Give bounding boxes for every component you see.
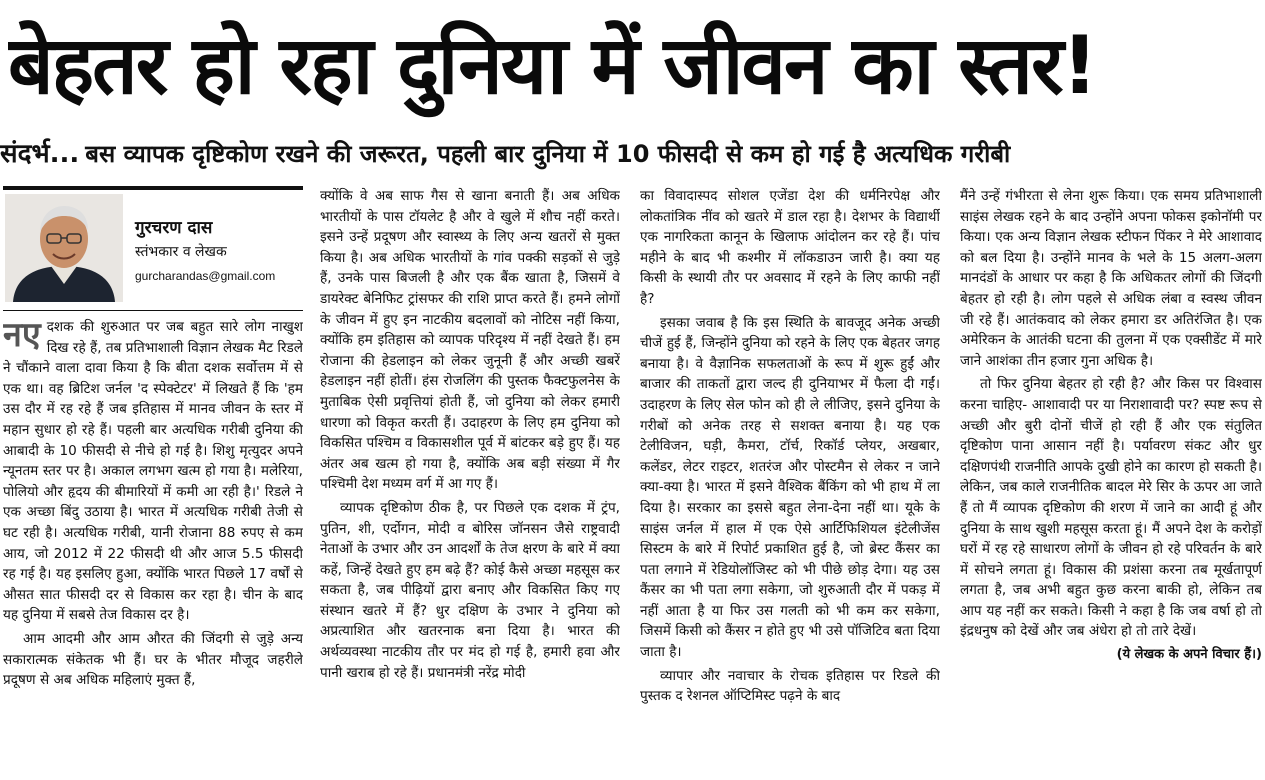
paragraph: आम आदमी और आम औरत की जिंदगी से जुड़े अन्य सकारात्मक संकेतक भी हैं। घर के भीतर मौजूद जहरीले प्रदूषण से अब अधिक महिलाएं मुक्त हैं, <box>3 630 303 689</box>
paragraph: का विवादास्पद सोशल एजेंडा देश की धर्मनिरपेक्ष और लोकतांत्रिक नींव को खतरे में डाल रहा है। देशभर के विद्यार्थी एक नागरिकता कानून के खिलाफ आंदोलन कर रहे हैं। पांच महीने के बाद भी कश्मीर में लॉकडाउन जारी है। क्या यह किसी के स्थायी तौर पर अवसाद में रहने के लिए काफी नहीं है? <box>640 188 940 307</box>
column-4 <box>960 186 1262 776</box>
headline: बेहतर हो रहा दुनिया में जीवन का स्तर! <box>8 19 1097 112</box>
paragraph: तो फिर दुनिया बेहतर हो रही है? और किस पर विश्वास करना चाहिए- आशावादी पर या निराशावादी पर? स्पष्ट रूप से अच्छी और बुरी दोनों चीजें हो रही हैं और एक संतुलित दृष्टिकोण पाना आसान नहीं है। पर्यावरण संकट और धुर दक्षिणपंथी राजनीति आपके दुखी होने का कारण हो सकती है। लेकिन, जब काले राजनीतिक बादल मेरे सिर के ऊपर आ जाते हैं तो मैं व्यापक दृष्टिकोण की शरण में जाने का आदी हूं और दुनिया के साथ खुशी महसूस करता हूं। मैं अपने देश के करोड़ों घरों में रह रहे साधारण लोगों के जीवन हो रहे परिवर्तन के बारे में सोचने लगता हूं। विकास की प्रशंसा करना तब मूर्खतापूर्ण लगता है, जब अभी बहुत कुछ करना बाकी हो, लेकिन तब आप यह नहीं कर सकते। किसी ने कहा है कि जब वर्षा हो तो इंद्रधनुष को देखें और जब अंधेरा हो तो तारे देखें। <box>960 376 1262 640</box>
dropcap: नए <box>3 315 41 355</box>
paragraph: मैंने उन्हें गंभीरता से लेना शुरू किया। एक समय प्रतिभाशाली साइंस लेखक रहने के बाद उन्होंने अपना फोकस इकोनॉमी पर किया। एक अन्य विज्ञान लेखक स्टीफन पिंकर ने मेरे आशावाद को बल दिया है। उन्होंने मानव के भले के 15 अलग-अलग मानदंडों के आधार पर कहा है कि अधिकतर लोगों की जिंदगी बेहतर हो रही है। लोग पहले से अधिक लंबा व स्वस्थ जीवन जी रहे हैं। आतंकवाद को लेकर हमारा डर अतिरंजित है। एक अमेरिकन के आतंकी घटना की तुलना में एक एक्सीडेंट में मारे जाने आशंका तीन हजार गुना अधिक है। <box>960 188 1262 369</box>
paragraph-text: दशक की शुरुआत पर जब बहुत सारे लोग नाखुश दिख रहे हैं, तब प्रतिभाशाली विज्ञान लेखक मैट रिडले ने चौंकाने वाला दावा किया है कि बीता दशक सर्वोत्तम में से एक था। वह ब्रिटिश जर्नल 'द स्पेक्टेटर' में लिखते हैं कि 'हम उस दौर में रह रहे हैं जब इतिहास में मानव जीवन के स्तर में महान सुधार हो रहे हैं। पहली बार अत्यधिक गरीबी दुनिया की आबादी के 10 फीसदी से नीचे हो गई है। शिशु मृत्युदर अपने न्यूनतम स्तर पर है। अकाल लगभग खत्म हो गया है। मलेरिया, पोलियो और हृदय की बीमारियों में कमी आ रही है।' रिडले ने एक अच्छा बिंदु उठाया है। भारत में अत्यधिक गरीबी तेजी से घट रही है। अत्यधिक गरीबी, यानी रोजाना 88 रुपए से कम आय, जो 2012 में 22 फीसदी थी और आज 5.5 फीसदी रह गई है। यह इसलिए हुआ, क्योंकि भारत पिछले 17 वर्षों से औसत सात फीसदी दर से विकास कर रहा है। चीन के बाद यह दुनिया में सबसे तेज विकास दर है। <box>3 319 303 624</box>
context-line <box>0 130 1265 178</box>
author-email: gurcharandas@gmail.com <box>135 269 276 283</box>
column-1 <box>3 186 303 776</box>
paragraph <box>3 317 303 626</box>
context-tag: संदर्भ... <box>0 139 80 169</box>
author-name: गुरचरण दास <box>135 218 213 238</box>
column-3 <box>640 186 940 776</box>
disclaimer: (ये लेखक के अपने विचार हैं।) <box>1116 647 1262 663</box>
paragraph: व्यापक दृष्टिकोण ठीक है, पर पिछले एक दशक में ट्रंप, पुतिन, शी, एर्दोगन, मोदी व बोरिस जॉनसन जैसे राष्ट्रवादी नेताओं के उभार और उन आदर्शों के तेज क्षरण के बारे में क्या कहें, जिन्हें देखते हुए हम बढ़े हैं? कोई कैसे अच्छा महसूस कर सकता है, जब पीढ़ियों द्वारा बनाए और विकसित किए गए संस्थान खतरे में हैं? धुर दक्षिण के उभार ने दुनिया को अप्रत्याशित और खतरनाक बना दिया है। भारत की अर्थव्यवस्था नाटकीय तौर पर मंद हो गई है, हमारी हवा और पानी खराब हो रहे हैं। प्रधानमंत्री नरेंद्र मोदी <box>320 499 620 681</box>
column-2 <box>320 186 620 776</box>
paragraph: इसका जवाब है कि इस स्थिति के बावजूद अनेक अच्छी चीजें हुई हैं, जिन्होंने दुनिया को रहने के लिए एक बेहतर जगह बनाया है। वे वैज्ञानिक सफलताओं के रूप में शुरू हुईं और बाजार की ताकतों द्वारा जल्द ही दुनियाभर में फैला दी गईं। उदाहरण के लिए सेल फोन को ही ले लीजिए, इसने दुनिया के गरीबों को अनेक तरह से सशक्त बनाया है। यह एक टेलीविजन, घड़ी, कैमरा, टॉर्च, रिकॉर्ड प्लेयर, अखबार, कलेंडर, लेटर राइटर, शतरंज और पोस्टमैन से लेकर न जाने क्या-क्या है। भारत में इसने वैश्विक बैंकिंग को भी हाथ में ला दिया है। सरकार का इससे बहुत लेना-देना नहीं था। यूके के साइंस जर्नल में हाल में एक ऐसे आर्टिफिशियल इंटेलीजेंस सिस्टम के बारे में रिपोर्ट प्रकाशित हुई है, जो ब्रेस्ट कैंसर का पता लगाने में रेडियोलॉजिस्ट को भी पीछे छोड़ देगा। यह उस कैंसर का भी पता लगा सकेगा, जो शुरुआती दौर में पकड़ में नहीं आता है या फिर उस गलती को भी कम कर सकेगा, जिसमें किसी को कैंसर न होते हुए भी उसे पॉजिटिव बता दिया जाता है। <box>640 314 940 661</box>
author-box <box>3 186 303 311</box>
paragraph: व्यापार और नवाचार के रोचक इतिहास पर रिडले की पुस्तक द रेशनल ऑप्टिमिस्ट पढ़ने के बाद <box>640 667 940 705</box>
author-role: स्तंभकार व लेखक <box>135 244 227 260</box>
author-photo <box>5 194 123 302</box>
paragraph: क्योंकि वे अब साफ गैस से खाना बनाती हैं। अब अधिक भारतीयों के पास टॉयलेट है और वे खुले में शौच नहीं करते। इसने उन्हें प्रदूषण और स्वास्थ्य के लिए अन्य खतरों से मुक्त किया है। अब अधिक भारतीयों के गांव पक्की सड़कों से जुड़े हैं, उनके पास बिजली है और एक बैंक खाता है, जिसमें वे डायरेक्ट बेनिफिट ट्रांसफर की राशि प्राप्त करते हैं। हमने लोगों के जीवन में हुए इन नाटकीय बदलावों को नोटिस नहीं किया, क्योंकि हम इतिहास को व्यापक परिदृश्य में नहीं देखते हैं। हम रोजाना की हेडलाइन को लेकर जुनूनी हैं और अच्छी खबरें हेडलाइन नहीं होतीं। हंस रोजलिंग की पुस्तक फैक्टफुलनेस के मुताबिक ऐसी प्रवृत्तियां होती हैं, जो दुनिया को लेकर हमारी धारणा को विकृत करती हैं। उदाहरण के लिए हम दुनिया को विकसित पश्चिम व विकासशील पूर्व में बांटकर बड़े हुए हैं। यह अंतर अब खत्म हो गया है, क्योंकि अब बड़ी संख्या में गैर पश्चिमी देश मध्यम वर्ग में आ गए हैं। <box>320 188 620 493</box>
context-text: बस व्यापक दृष्टिकोण रखने की जरूरत, पहली बार दुनिया में 10 फीसदी से कम हो गई है अत्यधिक गरीबी <box>85 140 1011 168</box>
